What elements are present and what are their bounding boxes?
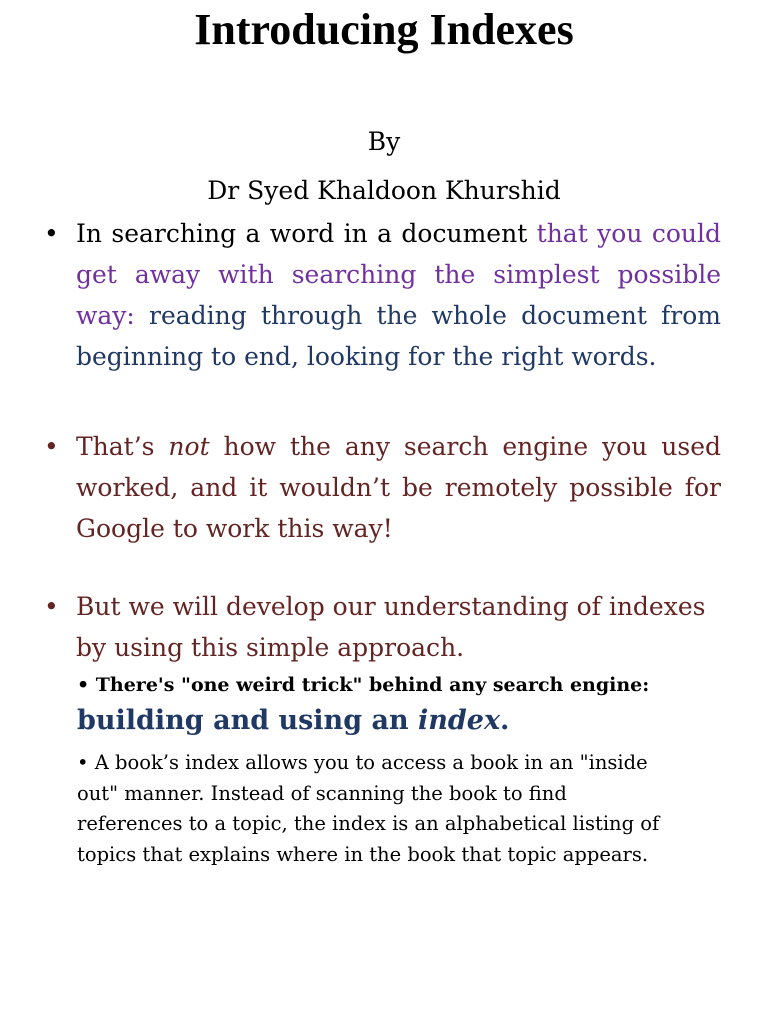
bullet-text-emphasis: not [168, 432, 210, 461]
sub-bullet-marker: • [77, 674, 90, 696]
bullet-develop-understanding [44, 586, 721, 668]
sub-bullet-weird-trick [77, 667, 677, 741]
sub-bullet-text: A book’s index allows you to access a book in an "inside out" manner. Instead of scanning the book to find references to a topic, the index is an alphabetical listing of topics that explains where in the book that topic appears. [77, 751, 660, 866]
sub-bullet-book-index [77, 748, 677, 870]
bullet-body: But we will develop our understanding of indexes by using this simple approach. [76, 592, 706, 662]
bullet-search-engine [44, 426, 721, 549]
bullet-body [76, 426, 721, 549]
bullet-body [76, 213, 721, 377]
page-title: Introducing Indexes [194, 5, 574, 54]
bullet-marker: • [44, 432, 59, 461]
bullet-text-part: In searching a word in a document [76, 219, 537, 248]
highlight-end: . [500, 705, 510, 736]
sub-bullet-highlight [77, 705, 509, 736]
highlight-italic-index: index [418, 705, 501, 736]
bullet-marker: • [44, 219, 59, 248]
bullet-text-part: how the any search engine you used worked, and it wouldn’t be remotely possible for Google to work this way! [76, 432, 721, 543]
byline-by: By [367, 127, 401, 156]
bullet-searching [44, 213, 721, 377]
author-name: Dr Syed Khaldoon Khurshid [207, 176, 561, 205]
bullet-text-part: reading through the whole document from beginning to end, looking for the right words. [76, 301, 721, 371]
sub-bullet-marker: • [77, 751, 89, 774]
bullet-text-highlight: that you could get away with searching the simplest possible way: [76, 219, 722, 330]
bullet-marker: • [44, 592, 59, 621]
sub-bullet-lead: There's "one weird trick" behind any search engine: [89, 674, 650, 696]
bullet-text-part: That’s [76, 432, 169, 461]
highlight-text: building and using an [77, 705, 418, 736]
